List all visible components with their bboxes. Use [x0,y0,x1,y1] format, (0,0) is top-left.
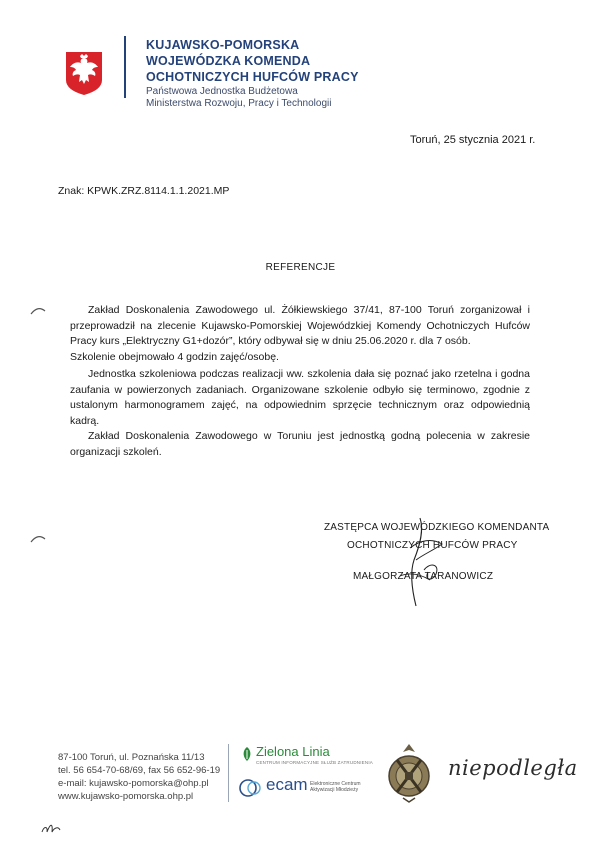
body-paragraph-1: Zakład Doskonalenia Zawodowego ul. Żółkiewskiego 37/41, 87-100 Toruń zorganizował i przeprowadził na zlecenie Kujawsko-Pomorskiej Wojewódzkiej Komendy Ochotniczych Hufców Pracy kurs „Elektryczny G1+dozór”, który odbywał się w dniu 25.06.2020 r. dla 7 osób. [70,304,530,347]
handwritten-mark [40,818,62,836]
zielona-linia-label: Zielona Linia [256,744,330,759]
signatory-name: MAŁGORZATA TARANOWICZ [353,571,494,582]
org-name-line-3: OCHOTNICZYCH HUFCÓW PRACY [146,70,359,84]
letter-title: REFERENCJE [265,262,336,273]
polish-eagle-emblem-icon [64,50,104,96]
niepodlegla-logo: niepodległa [448,756,578,780]
ecam-subtitle: Elektroniczne Centrum Aktywizacji Młodzieży [310,781,361,793]
org-sub-line-1: Państwowa Jednostka Budżetowa [146,86,298,97]
punch-mark-icon [30,533,46,543]
zielona-linia-logo-icon [240,746,254,762]
body-paragraph-2: Szkolenie obejmowało 4 godzin zajęć/osobę. [70,350,279,363]
footer-divider [228,744,229,802]
signature-role-line-2: OCHOTNICZYCH HUFCÓW PRACY [347,540,518,551]
signature-role-line-1: ZASTĘPCA WOJEWÓDZKIEGO KOMENDANTA [324,522,550,533]
reference-number: Znak: KPWK.ZRZ.8114.1.1.2021.MP [58,185,230,197]
letter-body [70,303,530,460]
org-name-line-1: KUJAWSKO-POMORSKA [146,38,300,52]
footer-address: 87-100 Toruń, ul. Poznańska 11/13 [58,752,205,763]
zielona-linia-subtitle: CENTRUM INFORMACYJNE SŁUŻB ZATRUDNIENIA [256,760,373,765]
body-paragraph-4: Zakład Doskonalenia Zawodowego w Toruniu jest jednostką godną polecenia w zakresie organizacji szkoleń. [70,430,530,458]
org-sub-line-2: Ministerstwa Rozwoju, Pracy i Technologii [146,98,332,109]
ohp-badge-icon [383,742,435,804]
footer-phone: tel. 56 654-70-68/69, fax 56 652-96-19 [58,765,221,776]
handwritten-signature [390,510,470,610]
ecam-label: ecam [266,775,308,794]
header-divider [124,36,126,98]
footer-website[interactable]: www.kujawsko-pomorska.ohp.pl [58,791,194,802]
letter-date: Toruń, 25 stycznia 2021 r. [410,134,536,146]
footer-email[interactable]: e-mail: kujawsko-pomorska@ohp.pl [58,778,209,789]
punch-mark-icon [30,305,46,315]
body-paragraph-3: Jednostka szkoleniowa podczas realizacji ww. szkolenia dała się poznać jako rzetelna i godna zaufania w powierzonych zadaniach. Organizowane szkolenie odbyło się terminowo, zgodnie z ustalonym harmonogramem zajęć, na odpowiednim sprzęcie technicznym oraz odpowiednią kadrą. [70,368,530,427]
ecam-logo-icon [238,778,264,798]
org-name-line-2: WOJEWÓDZKA KOMENDA [146,54,311,68]
